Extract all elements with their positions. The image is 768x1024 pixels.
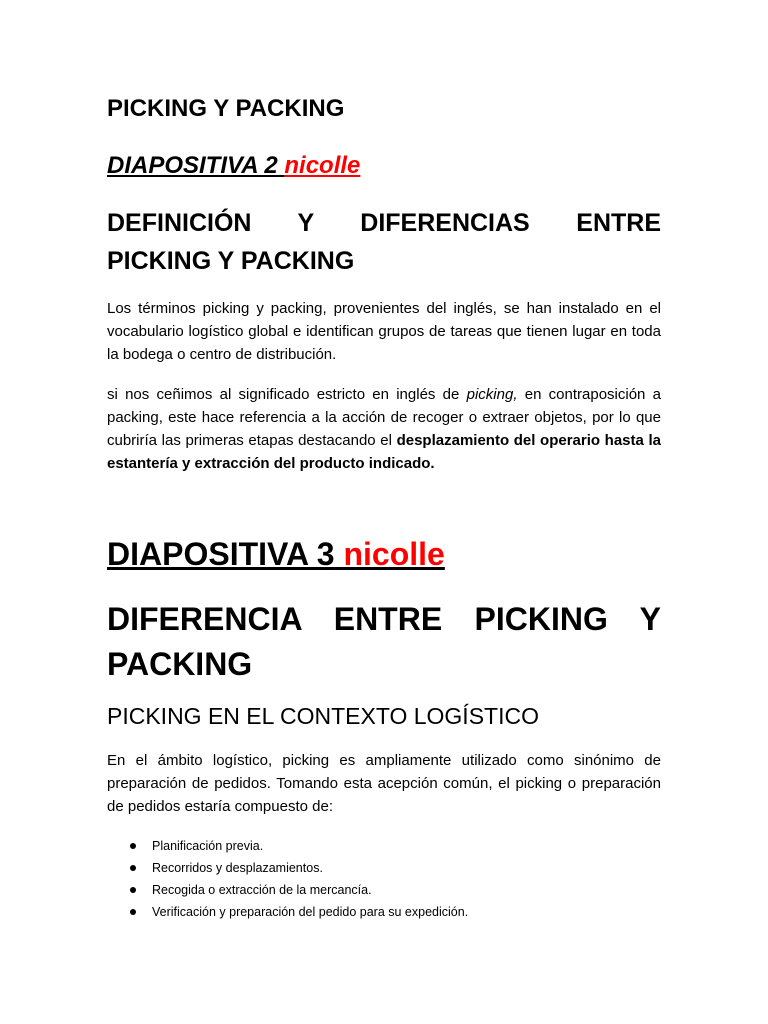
paragraph-context: En el ámbito logístico, picking es ampliamente utilizado como sinónimo de preparación de pedidos. Tomando esta acepción común, el picking o preparación de pedidos estaría compuesto de: xyxy=(107,752,661,815)
paragraph-definition: Los términos picking y packing, provenientes del inglés, se han instalado en el vocabulario logístico global e identifican grupos de tareas que tienen lugar en toda la bodega o centro de distribución. xyxy=(107,300,661,363)
list-item xyxy=(107,901,661,923)
list-item xyxy=(107,835,661,857)
bullet-list xyxy=(107,835,661,923)
list-item-text: Planificación previa. xyxy=(152,839,264,853)
definition-heading-line2: PICKING Y PACKING xyxy=(107,247,355,275)
paragraph-meaning-bold: desplazamiento del operario hasta la estantería y extracción del producto indicado. xyxy=(107,432,661,472)
bullet-icon xyxy=(130,887,136,893)
bullet-icon xyxy=(130,865,136,871)
list-item xyxy=(107,857,661,879)
slide-2-label: DIAPOSITIVA 2 xyxy=(107,152,285,179)
slide-3-heading xyxy=(107,533,661,575)
difference-heading xyxy=(107,597,661,687)
bullet-icon xyxy=(130,909,136,915)
context-heading: PICKING EN EL CONTEXTO LOGÍSTICO xyxy=(107,703,539,729)
list-item xyxy=(107,879,661,901)
slide-3-label: DIAPOSITIVA 3 xyxy=(107,536,335,572)
slide-2-heading xyxy=(107,150,661,182)
paragraph-meaning-text2: en contraposición a packing, este hace referencia a la acción de recoger o extraer objetos, por lo que cubriría las primeras etapas destacando el xyxy=(107,386,661,449)
slide-2-author: nicolle xyxy=(284,152,361,179)
paragraph-meaning-italic: picking, xyxy=(466,386,518,403)
document-title: PICKING Y PACKING xyxy=(107,95,345,122)
bullet-icon xyxy=(130,843,136,849)
slide-3-author: nicolle xyxy=(343,536,445,572)
definition-heading-line1: DEFINICIÓN Y DIFERENCIAS ENTRE xyxy=(107,209,661,237)
difference-heading-line1: DIFERENCIA ENTRE PICKING Y xyxy=(107,601,661,637)
list-item-text: Verificación y preparación del pedido para su expedición. xyxy=(152,905,469,919)
list-item-text: Recorridos y desplazamientos. xyxy=(152,861,323,875)
difference-heading-line2: PACKING xyxy=(107,646,253,682)
definition-heading xyxy=(107,204,661,280)
paragraph-meaning xyxy=(107,383,661,475)
paragraph-meaning-text1: si nos ceñimos al significado estricto en inglés de xyxy=(107,386,467,403)
list-item-text: Recogida o extracción de la mercancía. xyxy=(152,883,372,897)
